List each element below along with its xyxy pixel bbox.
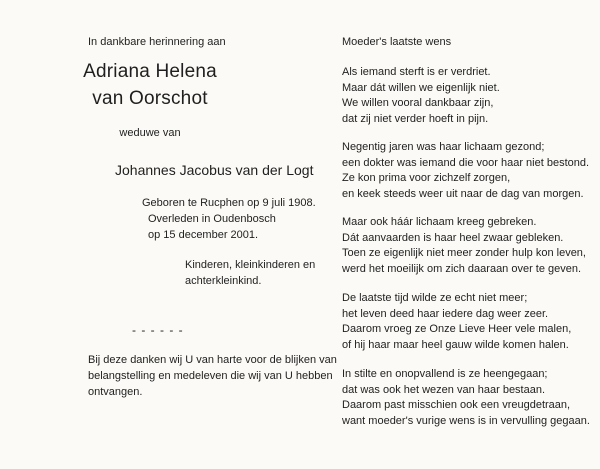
birth-info: Geboren te Rucphen op 9 juli 1908. (142, 197, 316, 209)
thanks-text (88, 352, 337, 400)
poem-line: want moeder's vurige wens is in vervulling gegaan. (342, 414, 590, 427)
poem-line: Maar ook háár lichaam kreeg gebreken. (342, 216, 537, 228)
family-line-2: achterkleinkind. (185, 275, 262, 287)
poem-stanza (342, 140, 590, 202)
poem-line: Daarom past misschien ook een vreugdetraan, (342, 399, 571, 412)
poem-line: Negentig jaren was haar lichaam gezond; (342, 141, 545, 153)
poem-line: Als iemand sterft is er verdriet. (342, 66, 491, 78)
poem-line: dat zij niet verder hoeft in pijn. (342, 112, 489, 125)
poem-line: De laatste tijd wilde ze echt niet meer; (342, 292, 528, 304)
poem-line: Ze kon prima voor zichzelf zorgen, (342, 172, 511, 185)
thanks-line: belangstelling en medeleven die wij van U hebben (88, 370, 333, 382)
poem-stanza (342, 291, 582, 353)
poem-stanza (342, 215, 586, 277)
thanks-line: ontvangen. (88, 386, 143, 398)
deceased-name-last: van Oorschot (92, 88, 208, 109)
poem-line: een dokter was iemand die voor haar niet bestond. (342, 156, 590, 169)
intro-text: In dankbare herinnering aan (88, 36, 226, 48)
poem-stanza (342, 65, 582, 127)
poem-line: of hij haar maar heel gauw wilde komen halen. (342, 338, 569, 351)
family-line-1: Kinderen, kleinkinderen en (185, 259, 316, 271)
poem-line: dat was ook het wezen van haar bestaan. (342, 383, 546, 396)
thanks-line: Bij deze danken wij U van harte voor de blijken van (88, 354, 337, 366)
widow-of-label: weduwe van (119, 127, 181, 139)
spouse-name: Johannes Jacobus van der Logt (115, 162, 314, 178)
poem-line: In stilte en onopvallend is ze heengegaan; (342, 368, 548, 380)
poem-line: werd het moeilijk om zich daaraan over te geven. (342, 262, 582, 275)
poem-line: en keek steeds weer uit naar de dag van morgen. (342, 187, 584, 200)
poem-stanza (342, 367, 590, 429)
poem-line: Maar dát willen we eigenlijk niet. (342, 81, 500, 94)
death-date: op 15 december 2001. (148, 229, 259, 241)
death-place: Overleden in Oudenbosch (148, 213, 276, 225)
poem-line: Daarom vroeg ze Onze Lieve Heer vele malen, (342, 323, 572, 336)
poem-line: het leven deed haar iedere dag weer zeer. (342, 307, 549, 320)
poem-title: Moeder's laatste wens (342, 36, 452, 48)
deceased-name-first: Adriana Helena (83, 61, 217, 82)
poem-line: We willen vooral dankbaar zijn, (342, 97, 494, 110)
poem-line: Toen ze eigenlijk niet meer zonder hulp kon leven, (342, 247, 586, 260)
poem-line: Dát aanvaarden is haar heel zwaar gebleken. (342, 231, 564, 244)
separator: - - - - - - (132, 323, 184, 337)
